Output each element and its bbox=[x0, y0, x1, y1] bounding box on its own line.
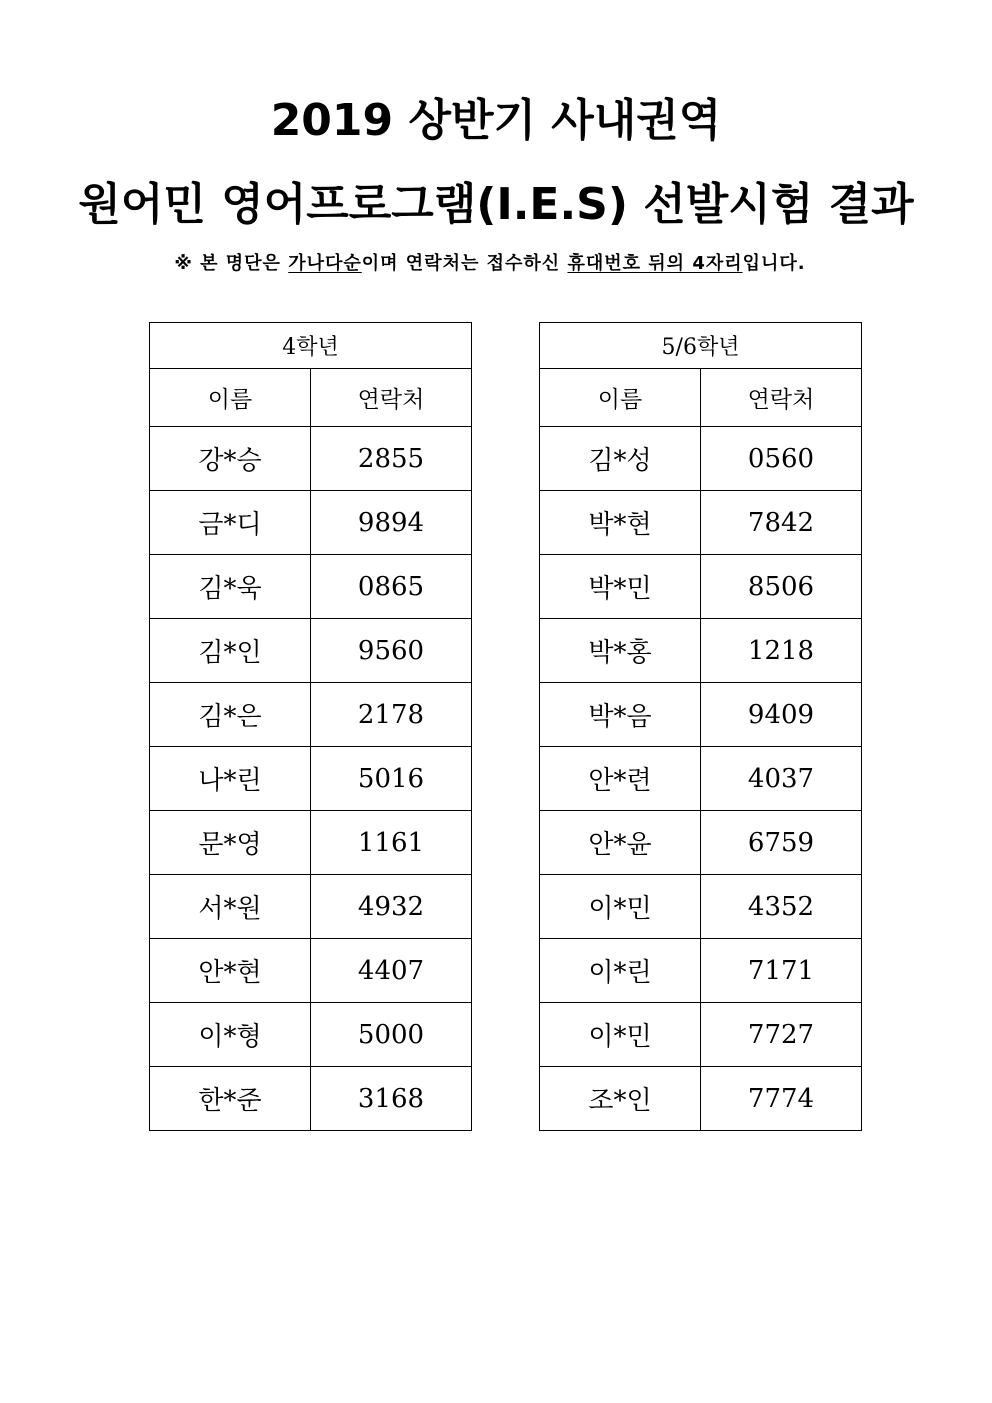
student-name-cell: 안*련 bbox=[540, 747, 701, 811]
student-name-cell: 김*인 bbox=[150, 619, 311, 683]
column-header-row bbox=[150, 369, 472, 427]
student-name-cell: 김*은 bbox=[150, 683, 311, 747]
contact-digits-cell: 2178 bbox=[311, 683, 472, 747]
student-name-cell: 이*형 bbox=[150, 1003, 311, 1067]
table-row bbox=[540, 939, 862, 1003]
contact-digits-cell: 7171 bbox=[701, 939, 862, 1003]
notice-underlined-order: 가나다순 bbox=[288, 253, 362, 274]
contact-digits-cell: 4037 bbox=[701, 747, 862, 811]
notice-part3: 이며 연락처는 접수하신 bbox=[361, 253, 568, 274]
student-name-cell: 이*민 bbox=[540, 1003, 701, 1067]
table-row bbox=[540, 1003, 862, 1067]
student-name-cell: 안*윤 bbox=[540, 811, 701, 875]
contact-digits-cell: 3168 bbox=[311, 1067, 472, 1131]
notice-underlined-phone: 휴대번호 뒤의 4자리 bbox=[567, 253, 743, 274]
notice-text bbox=[40, 250, 940, 278]
column-header-name: 이름 bbox=[540, 369, 701, 427]
contact-digits-cell: 9409 bbox=[701, 683, 862, 747]
contact-digits-cell: 0560 bbox=[701, 427, 862, 491]
contact-digits-cell: 5016 bbox=[311, 747, 472, 811]
contact-digits-cell: 8506 bbox=[701, 555, 862, 619]
table-row bbox=[150, 875, 472, 939]
table-body bbox=[540, 427, 862, 1131]
contact-digits-cell: 4932 bbox=[311, 875, 472, 939]
table-row bbox=[540, 811, 862, 875]
student-name-cell: 김*욱 bbox=[150, 555, 311, 619]
document-title-line1: 2019 상반기 사내권역 bbox=[270, 95, 722, 146]
column-header-name: 이름 bbox=[150, 369, 311, 427]
contact-digits-cell: 5000 bbox=[311, 1003, 472, 1067]
student-name-cell: 강*승 bbox=[150, 427, 311, 491]
table-row bbox=[540, 683, 862, 747]
grade-label: 5/6학년 bbox=[540, 323, 862, 369]
grade-header-row bbox=[150, 323, 472, 369]
student-name-cell: 안*현 bbox=[150, 939, 311, 1003]
student-name-cell: 김*성 bbox=[540, 427, 701, 491]
notice-part1: ※ 본 명단은 bbox=[174, 253, 289, 274]
table-body bbox=[150, 427, 472, 1131]
table-row bbox=[150, 427, 472, 491]
column-header-contact: 연락처 bbox=[311, 369, 472, 427]
student-name-cell: 이*린 bbox=[540, 939, 701, 1003]
table-row bbox=[150, 1003, 472, 1067]
table-row bbox=[150, 747, 472, 811]
contact-digits-cell: 2855 bbox=[311, 427, 472, 491]
student-name-cell: 한*준 bbox=[150, 1067, 311, 1131]
contact-digits-cell: 6759 bbox=[701, 811, 862, 875]
grade-header-row bbox=[540, 323, 862, 369]
notice-part5: 입니다. bbox=[742, 253, 806, 274]
student-name-cell: 이*민 bbox=[540, 875, 701, 939]
student-name-cell: 박*현 bbox=[540, 491, 701, 555]
contact-digits-cell: 7774 bbox=[701, 1067, 862, 1131]
column-header-contact: 연락처 bbox=[701, 369, 862, 427]
contact-digits-cell: 4407 bbox=[311, 939, 472, 1003]
student-name-cell: 나*린 bbox=[150, 747, 311, 811]
contact-digits-cell: 4352 bbox=[701, 875, 862, 939]
table-row bbox=[540, 875, 862, 939]
contact-digits-cell: 0865 bbox=[311, 555, 472, 619]
contact-digits-cell: 9560 bbox=[311, 619, 472, 683]
contact-digits-cell: 1218 bbox=[701, 619, 862, 683]
table-row bbox=[150, 555, 472, 619]
table-row bbox=[150, 811, 472, 875]
table-row bbox=[150, 683, 472, 747]
table-row bbox=[150, 1067, 472, 1131]
table-row bbox=[540, 619, 862, 683]
table-row bbox=[540, 1067, 862, 1131]
student-name-cell: 서*원 bbox=[150, 875, 311, 939]
student-name-cell: 조*인 bbox=[540, 1067, 701, 1131]
grade-label: 4학년 bbox=[150, 323, 472, 369]
contact-digits-cell: 9894 bbox=[311, 491, 472, 555]
table-row bbox=[150, 491, 472, 555]
student-name-cell: 박*홍 bbox=[540, 619, 701, 683]
student-name-cell: 문*영 bbox=[150, 811, 311, 875]
grade56-table bbox=[539, 322, 862, 1131]
document-title-line2: 원어민 영어프로그램(I.E.S) 선발시험 결과 bbox=[78, 179, 914, 230]
contact-digits-cell: 7842 bbox=[701, 491, 862, 555]
student-name-cell: 박*음 bbox=[540, 683, 701, 747]
grade4-table bbox=[149, 322, 472, 1131]
contact-digits-cell: 1161 bbox=[311, 811, 472, 875]
student-name-cell: 박*민 bbox=[540, 555, 701, 619]
table-row bbox=[540, 555, 862, 619]
contact-digits-cell: 7727 bbox=[701, 1003, 862, 1067]
table-row bbox=[150, 619, 472, 683]
column-header-row bbox=[540, 369, 862, 427]
table-row bbox=[540, 491, 862, 555]
table-row bbox=[540, 747, 862, 811]
table-row bbox=[150, 939, 472, 1003]
student-name-cell: 금*디 bbox=[150, 491, 311, 555]
table-row bbox=[540, 427, 862, 491]
